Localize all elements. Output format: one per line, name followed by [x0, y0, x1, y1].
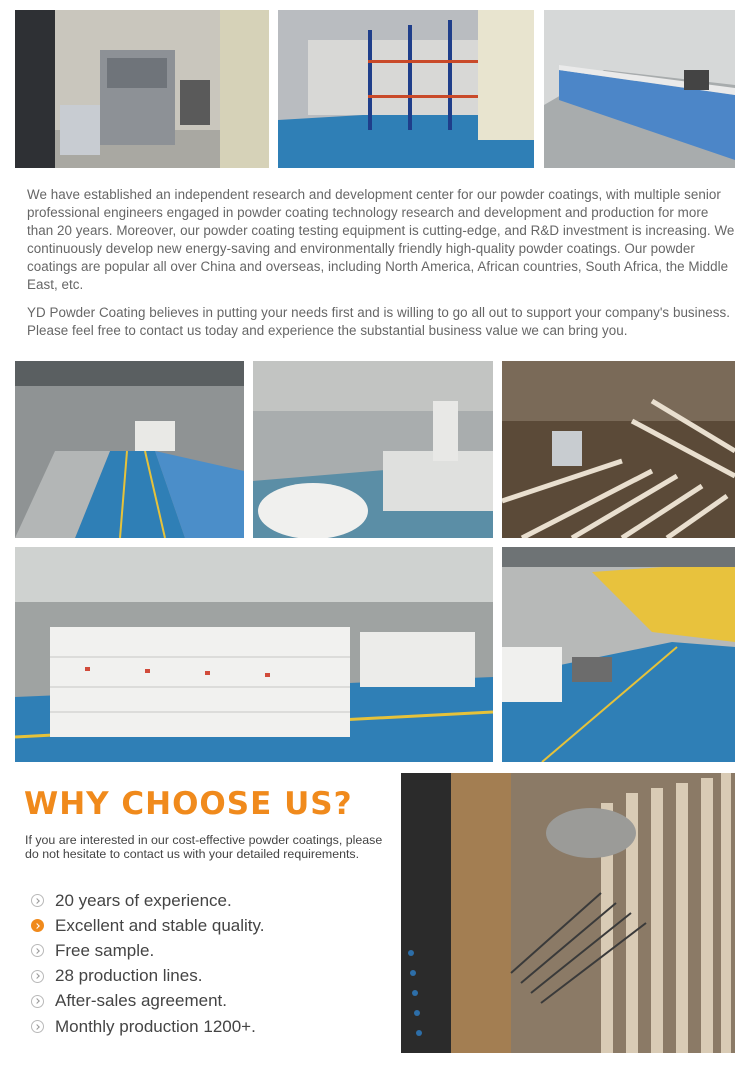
- aluminum-profiles-photo: [502, 361, 735, 538]
- warehouse-boxes-photo: [15, 547, 493, 762]
- intro-paragraph-1: We have established an independent research and development center for our powder coatings, with multiple senior professional engineers engaged in powder coating technology research and development and production for more than 20 years. Moreover, our powder coating testing equipment is cutting-edge, and R&D investment is increasing. We continuously develop new energy-saving and environmentally friendly high-quality powder coatings. Our powder coatings are popular all over China and overseas, including North America, African countries, South Africa, the Middle East, etc.: [27, 187, 735, 292]
- powder-bags-photo: [253, 361, 493, 538]
- warehouse-racks-photo: [278, 10, 534, 168]
- why-choose-subtitle: If you are interested in our cost-effective powder coatings, please do not hesitate to contact us with your detailed requirements.: [25, 833, 383, 861]
- feature-label: 28 production lines.: [55, 966, 203, 986]
- circle-chevron-icon: [31, 995, 44, 1008]
- spray-booth-photo: [401, 773, 735, 1053]
- production-line-photo: [15, 361, 244, 538]
- feature-label: Excellent and stable quality.: [55, 915, 265, 935]
- feature-label: After-sales agreement.: [55, 991, 227, 1011]
- circle-chevron-icon: [31, 1020, 44, 1033]
- list-item: [31, 938, 264, 963]
- feature-label: Monthly production 1200+.: [55, 1016, 256, 1036]
- list-item: [31, 964, 264, 989]
- lab-testing-machine-photo: [15, 10, 269, 168]
- list-item: [31, 888, 264, 913]
- lab-benches-photo: [544, 10, 735, 168]
- why-choose-title: WHY CHOOSE US?: [24, 786, 353, 822]
- circle-chevron-icon: [31, 970, 44, 983]
- circle-chevron-icon: [31, 944, 44, 957]
- factory-floor-photo: [502, 547, 735, 762]
- feature-list: [31, 888, 264, 1039]
- list-item: [31, 1014, 264, 1039]
- list-item: [31, 989, 264, 1014]
- list-item: [31, 913, 264, 938]
- circle-chevron-icon: [31, 894, 44, 907]
- intro-paragraph-2: YD Powder Coating believes in putting your needs first and is willing to go all out to support your company's business. Please feel free to contact us today and experience the substantial business value we can bring you.: [27, 305, 730, 338]
- feature-label: 20 years of experience.: [55, 890, 232, 910]
- circle-chevron-icon: [31, 919, 44, 932]
- feature-label: Free sample.: [55, 940, 155, 960]
